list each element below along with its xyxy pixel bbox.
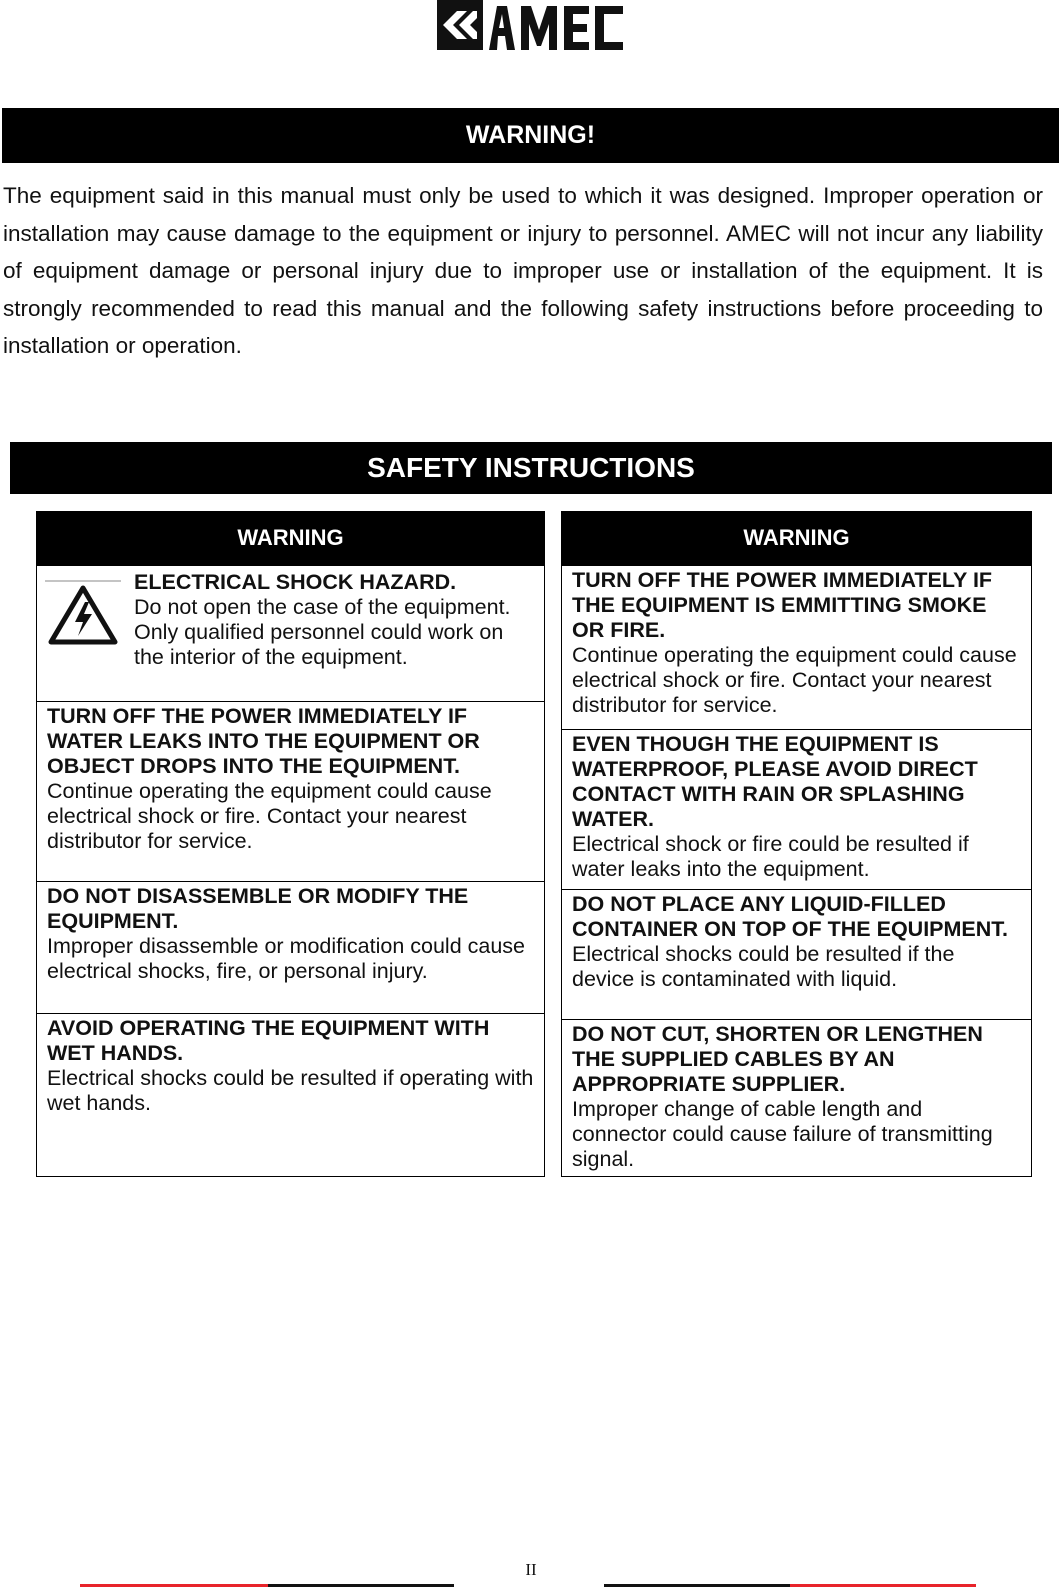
warning-item-body: Electrical shocks could be resulted if the device is contaminated with liquid. — [572, 942, 955, 991]
warning-item-body: Electrical shocks could be resulted if operating with wet hands. — [47, 1066, 534, 1115]
amec-logo-letters — [489, 6, 623, 50]
warning-item-title: AVOID OPERATING THE EQUIPMENT WITH WET HANDS. — [47, 1016, 490, 1065]
warning-item-body: Continue operating the equipment could cause electrical shock or fire. Contact your nearest distributor for service. — [572, 643, 1017, 717]
warning-banner: WARNING! — [2, 108, 1059, 163]
warning-item-body: Electrical shock or fire could be resulted if water leaks into the equipment. — [572, 832, 969, 881]
warning-item-title: TURN OFF THE POWER IMMEDIATELY IF THE EQUIPMENT IS EMMITTING SMOKE OR FIRE. — [572, 568, 993, 642]
electrical-hazard-icon — [45, 572, 121, 648]
warning-item-body: Do not open the case of the equipment. Only qualified personnel could work on the interior of the equipment. — [134, 595, 511, 669]
warning-item-body: Improper change of cable length and connector could cause failure of transmitting signal. — [572, 1097, 993, 1171]
safety-instructions-banner: SAFETY INSTRUCTIONS — [10, 442, 1052, 494]
left-warning-table — [36, 511, 545, 1177]
warning-item-waterproof — [562, 729, 1031, 889]
intro-paragraph — [3, 177, 1043, 365]
amec-logo-icon — [437, 0, 483, 50]
warning-item-electrical-shock — [37, 565, 544, 701]
amec-logo — [437, 0, 625, 52]
warning-item-disassemble — [37, 881, 544, 1013]
footer-rule-black-left — [268, 1584, 454, 1587]
warning-item-title: EVEN THOUGH THE EQUIPMENT IS WATERPROOF, PLEASE AVOID DIRECT CONTACT WITH RAIN OR SPLASHING WATER. — [572, 732, 978, 831]
warning-item-cables — [562, 1019, 1031, 1177]
warning-item-title: DO NOT CUT, SHORTEN OR LENGTHEN THE SUPPLIED CABLES BY AN APPROPRIATE SUPPLIER. — [572, 1022, 983, 1096]
warning-item-title: DO NOT PLACE ANY LIQUID-FILLED CONTAINER ON TOP OF THE EQUIPMENT. — [572, 892, 1009, 941]
warning-item-title: ELECTRICAL SHOCK HAZARD. — [134, 570, 457, 594]
warning-item-title: TURN OFF THE POWER IMMEDIATELY IF WATER LEAKS INTO THE EQUIPMENT OR OBJECT DROPS INTO THE EQUIPMENT. — [47, 704, 480, 778]
right-warning-header: WARNING — [562, 512, 1031, 565]
intro-text: The equipment said in this manual must only be used to which it was designed. Improper operation or installation may cause damage to the equipment or injury to personnel. AMEC will not incur any liability of equipment damage or personal injury due to improper use or installation of the equipment. It is strongly recommended to read this manual and the following safety instructions before proceeding to installation or operation. — [3, 183, 1043, 359]
warning-item-wet-hands — [37, 1013, 544, 1173]
warning-item-smoke-fire — [562, 565, 1031, 729]
left-warning-header: WARNING — [37, 512, 544, 565]
warning-item-body: Continue operating the equipment could cause electrical shock or fire. Contact your nearest distributor for service. — [47, 779, 492, 853]
footer-rule-red-left — [80, 1584, 268, 1587]
warning-item-water-leak — [37, 701, 544, 881]
warning-item-liquid-container — [562, 889, 1031, 1019]
footer-rule-black-right — [604, 1584, 790, 1587]
page-number: II — [525, 1560, 537, 1579]
warning-item-body: Improper disassemble or modification could cause electrical shocks, fire, or personal injury. — [47, 934, 526, 983]
footer-rule-red-right — [790, 1584, 976, 1587]
warning-item-title: DO NOT DISASSEMBLE OR MODIFY THE EQUIPMENT. — [47, 884, 469, 933]
right-warning-table — [561, 511, 1032, 1177]
